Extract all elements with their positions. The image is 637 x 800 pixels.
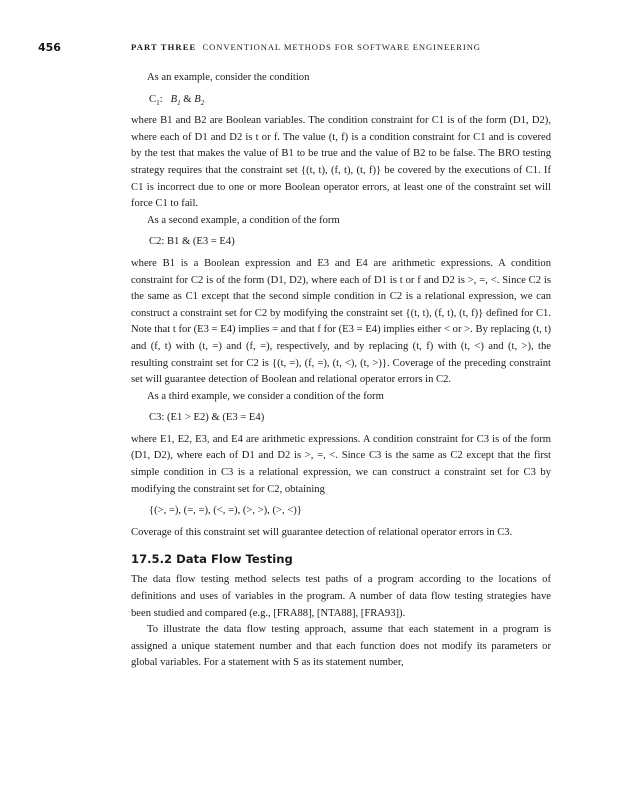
paragraph-third-example: As a third example, we consider a condition of the form — [147, 390, 384, 402]
part-title: CONVENTIONAL METHODS FOR SOFTWARE ENGINEERING — [202, 42, 481, 52]
part-label: PART THREE — [131, 42, 197, 52]
paragraph-second-example: As a second example, a condition of the form — [147, 214, 340, 226]
formula-c1 — [131, 92, 551, 109]
page-number: 456 — [38, 41, 61, 54]
paragraph-c2-explanation: where B1 is a Boolean expression and E3 and E4 are arithmetic expressions. A condition constraint for C2 is of the form (D1, D2), where each of D1 is t or f and D2 is >, =, <. Since C2 is the same as C1 except that the second simple condition in C2 is a relational expression, we can construct a constraint set for C2 by modifying the constraint set {(t, t), (f, t), (t, f)} defined for C1. Note that t for (E3 = E4) implies = and that f for (E3 = E4) implies either < or >. By replacing (t, t) and (f, t) with (t, =) and (f, =), respectively, and by replacing (t, f) with (t, <) and (t, >), the resulting constraint set for C2 is {(t, =), (f, =), (t, <), (t, >)}. Coverage of the preceding constraint set will guarantee detection of Boolean and relational operator errors in C2. — [131, 257, 551, 386]
formula-c3: C3: (E1 > E2) & (E3 = E4) — [149, 412, 265, 424]
paragraph-intro-example: As an example, consider the condition — [147, 72, 310, 83]
paragraph-c3-coverage: Coverage of this constraint set will guarantee detection of relational operator errors in C3. — [131, 526, 513, 538]
formula-c1-b2: $B_2$ — [194, 93, 205, 107]
formula-c2: C2: B1 & (E3 = E4) — [149, 236, 235, 248]
page-body — [131, 70, 551, 672]
formula-c1-amp: & — [180, 93, 195, 105]
running-head — [131, 42, 481, 52]
running-header — [38, 41, 597, 57]
paragraph-c3-explanation: where E1, E2, E3, and E4 are arithmetic expressions. A condition constraint for C3 is of the form (D1, D2), where each of D1 and D2 is >, =, <. Since C3 is the same as C2 except that the first simple condition in C3 is a relational expression, we can construct a constraint set for C3 by modifying the constraint set for C2, obtaining — [131, 433, 551, 495]
section-heading-data-flow-testing: 17.5.2 Data Flow Testing — [131, 552, 293, 567]
paragraph-data-flow-illustration: To illustrate the data flow testing approach, assume that each statement in a program is assigned a unique statement number and that each function does not modify its parameters or global variables. For a statement with S as its statement number, — [131, 624, 551, 669]
paragraph-data-flow-intro: The data flow testing method selects test paths of a program according to the locations of definitions and uses of variables in the program. A number of data flow testing strategies have been studied and compared (e.g., [FRA88], [NTA88], [FRA93]). — [131, 574, 551, 619]
formula-c1-label: $C_1$: — [149, 93, 163, 107]
formula-c1-b1: $B_1$ — [170, 93, 181, 107]
paragraph-c1-explanation: where B1 and B2 are Boolean variables. The condition constraint for C1 is of the form (D1, D2), where each of D1 and D2 is t or f. The value (t, f) is a condition constraint for C1 and is covered by the test that makes the value of B1 to be true and the value of B2 to be false. The BRO testing strategy requires that the constraint set {(t, t), (f, t), (t, f)} be covered by the executions of C1. If C1 is incorrect due to one or more Boolean operator errors, at least one of the constraint set will force C1 to fail. — [131, 115, 551, 210]
formula-constraint-set: {(>, =), (=, =), (<, =), (>, >), (>, <)} — [149, 505, 302, 517]
